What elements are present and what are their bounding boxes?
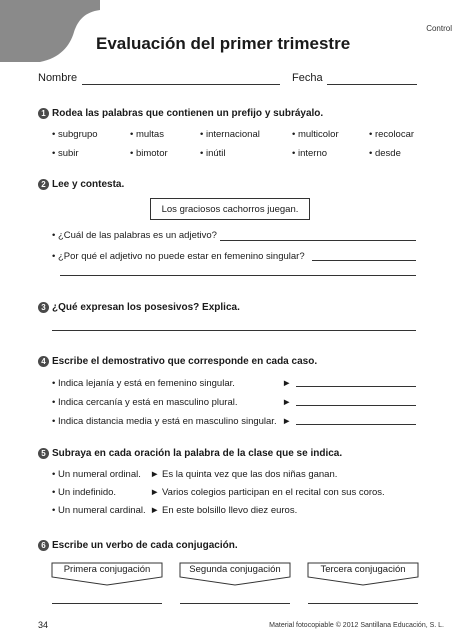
conjugation-label-2: Segunda conjugación bbox=[189, 564, 281, 575]
q4-heading-text: Escribe el demostrativo que corresponde en cada caso. bbox=[52, 356, 318, 367]
q6-answer-line[interactable] bbox=[180, 603, 290, 604]
q1-word[interactable]: • interno bbox=[292, 148, 328, 159]
nombre-label: Nombre bbox=[38, 72, 78, 84]
q4-answer-line[interactable] bbox=[296, 405, 416, 406]
q3-heading-text: ¿Qué expresan los posesivos? Explica. bbox=[52, 302, 240, 313]
conjugation-label-1: Primera conjugación bbox=[63, 564, 151, 575]
q4-answer-line[interactable] bbox=[296, 386, 416, 387]
arrow-icon: ► bbox=[282, 397, 292, 408]
q5-label: • Un numeral cardinal. bbox=[52, 505, 146, 516]
q6-heading bbox=[38, 540, 238, 551]
fecha-field[interactable] bbox=[327, 84, 417, 85]
q2-heading bbox=[38, 179, 124, 190]
q1-heading-text: Rodea las palabras que contienen un prefijo y subráyalo. bbox=[52, 108, 324, 119]
arrow-icon: ► bbox=[282, 378, 292, 389]
q4-answer-line[interactable] bbox=[296, 424, 416, 425]
q2-number-badge: 2 bbox=[38, 179, 49, 190]
q4-heading bbox=[38, 356, 317, 367]
page-title: Evaluación del primer trimestre bbox=[96, 34, 351, 53]
q3-heading bbox=[38, 302, 240, 313]
nombre-field[interactable] bbox=[82, 84, 280, 85]
q2-answer-line-3[interactable] bbox=[60, 275, 416, 276]
q6-heading-text: Escribe un verbo de cada conjugación. bbox=[52, 540, 238, 551]
q1-word[interactable]: • multas bbox=[130, 129, 164, 140]
q1-word[interactable]: • recolocar bbox=[369, 129, 415, 140]
q1-word[interactable]: • bimotor bbox=[130, 148, 168, 159]
q3-answer-line[interactable] bbox=[52, 330, 416, 331]
conjugation-label-3: Tercera conjugación bbox=[320, 564, 406, 575]
q2-question-2: • ¿Por qué el adjetivo no puede estar en femenino singular? bbox=[52, 251, 305, 262]
q5-heading bbox=[38, 448, 342, 459]
q1-word[interactable]: • inútil bbox=[200, 148, 226, 159]
copyright-text: Material fotocopiable © 2012 Santillana Educación, S. L. bbox=[269, 622, 444, 629]
q6-answer-line[interactable] bbox=[52, 603, 162, 604]
q5-sentence[interactable]: ► En este bolsillo llevo diez euros. bbox=[150, 505, 298, 516]
q2-sentence-box: Los graciosos cachorros juegan. bbox=[150, 198, 310, 220]
q2-question-1: • ¿Cuál de las palabras es un adjetivo? bbox=[52, 230, 217, 241]
q1-word[interactable]: • subir bbox=[52, 148, 79, 159]
q5-number-badge: 5 bbox=[38, 448, 49, 459]
q1-word[interactable]: • multicolor bbox=[292, 129, 339, 140]
q2-answer-line-1[interactable] bbox=[220, 240, 416, 241]
q1-heading bbox=[38, 108, 323, 119]
q5-sentence[interactable]: ► Es la quinta vez que las dos niñas ganan. bbox=[150, 469, 338, 480]
q5-label: • Un numeral ordinal. bbox=[52, 469, 141, 480]
q1-word[interactable]: • subgrupo bbox=[52, 129, 98, 140]
page-number: 34 bbox=[38, 620, 49, 630]
q1-number-badge: 1 bbox=[38, 108, 49, 119]
q6-answer-line[interactable] bbox=[308, 603, 418, 604]
q4-item: • Indica lejanía y está en femenino singular. bbox=[52, 378, 235, 389]
q4-number-badge: 4 bbox=[38, 356, 49, 367]
q4-item: • Indica cercanía y está en masculino plural. bbox=[52, 397, 238, 408]
q5-sentence[interactable]: ► Varios colegios participan en el recital con sus coros. bbox=[150, 487, 385, 498]
corner-decoration bbox=[0, 0, 100, 62]
q6-number-badge: 6 bbox=[38, 540, 49, 551]
fecha-label: Fecha bbox=[292, 72, 323, 84]
arrow-icon: ► bbox=[282, 416, 292, 427]
q2-answer-line-2[interactable] bbox=[312, 260, 416, 261]
q2-heading-text: Lee y contesta. bbox=[52, 179, 125, 190]
q1-word[interactable]: • desde bbox=[369, 148, 401, 159]
q5-heading-text: Subraya en cada oración la palabra de la clase que se indica. bbox=[52, 448, 343, 459]
q5-label: • Un indefinido. bbox=[52, 487, 117, 498]
q1-word[interactable]: • internacional bbox=[200, 129, 260, 140]
q3-number-badge: 3 bbox=[38, 302, 49, 313]
q4-item: • Indica distancia media y está en masculino singular. bbox=[52, 416, 277, 427]
control-label: Control bbox=[426, 24, 452, 33]
